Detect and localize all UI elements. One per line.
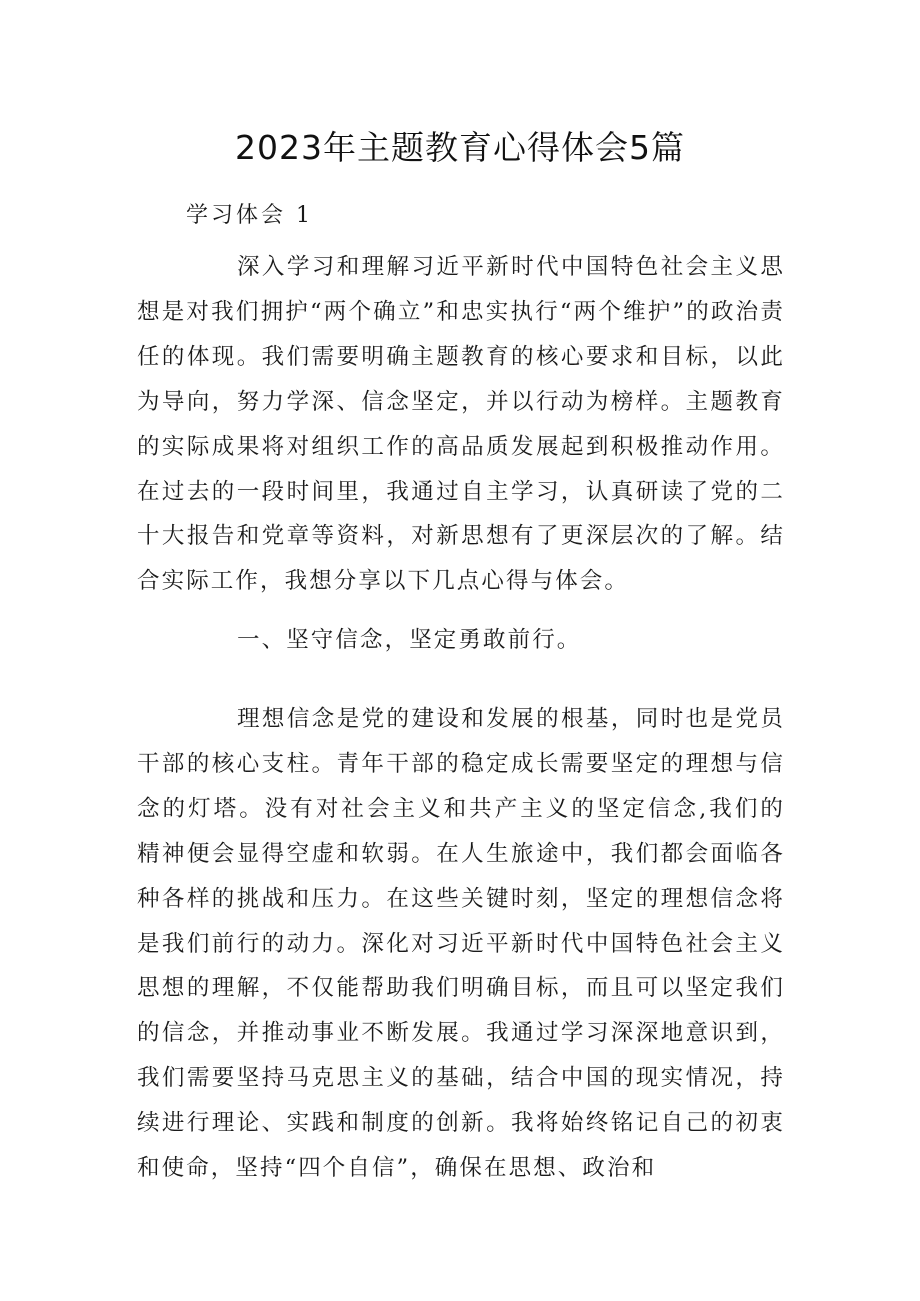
body-paragraph-2: 理想信念是党的建设和发展的根基，同时也是党员干部的核心支柱。青年干部的稳定成长需要坚定的理想与信念的灯塔。没有对社会主义和共产主义的坚定信念,我们的精神便会显得空虚和软弱。在人生旅途中，我们都会面临各种各样的挑战和压力。在这些关键时刻，坚定的理想信念将是我们前行的动力。深化对习近平新时代中国特色社会主义思想的理解，不仅能帮助我们明确目标，而且可以坚定我们的信念，并推动事业不断发展。我通过学习深深地意识到，我们需要坚持马克思主义的基础，结合中国的现实情况，持续进行理论、实践和制度的创新。我将始终铭记自己的初衷和使命，坚持“四个自信”，确保在思想、政治和 [137, 706, 785, 1182]
body-paragraph-1: 深入学习和理解习近平新时代中国特色社会主义思想是对我们拥护“两个确立”和忠实执行“两个维护”的政治责任的体现。我们需要明确主题教育的核心要求和目标，以此为导向，努力学深、信念坚定，并以行动为榜样。主题教育的实际成果将对组织工作的高品质发展起到积极推动作用。在过去的一段时间里，我通过自主学习，认真研读了党的二十大报告和党章等资料，对新思想有了更深层次的了解。结合实际工作，我想分享以下几点心得与体会。 [137, 254, 785, 595]
section-heading-1: 一、坚守信念，坚定勇敢前行。 [237, 627, 582, 653]
document-title: 2023年主题教育心得体会5篇 [235, 128, 685, 167]
section-label: 学习体会 1 [186, 203, 313, 228]
